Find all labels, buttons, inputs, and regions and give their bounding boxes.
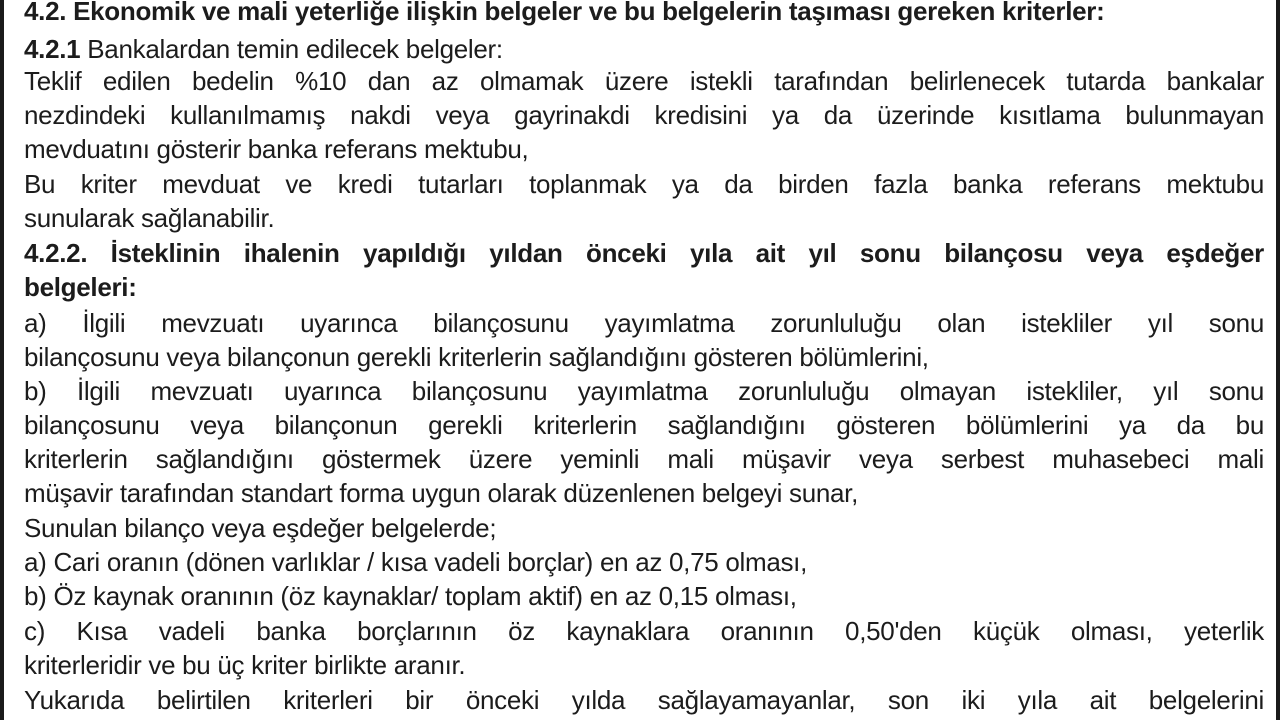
list-item-a: bilançosunu veya bilançonun gerekli kriterlerin sağlandığını gösteren bölümlerini, bbox=[24, 342, 929, 372]
section-4-2-2-heading: 4.2.2. İsteklinin ihalenin yapıldığı yıldan önceki yıla ait yıl sonu bilançosu veya eşdeğer bbox=[24, 238, 1264, 268]
criterion-item: c) Kısa vadeli banka borçlarının öz kaynaklara oranının 0,50'den küçük olması, yeterlik bbox=[24, 616, 1264, 646]
criterion-item: a) Cari oranın (dönen varlıklar / kısa vadeli borçlar) en az 0,75 olması, bbox=[24, 547, 808, 577]
paragraph-line: Teklif edilen bedelin %10 dan az olmamak üzere istekli tarafından belirlenecek tutarda bankalar bbox=[24, 66, 1264, 96]
paragraph-line: nezdindeki kullanılmamış nakdi veya gayrinakdi kredisini ya da üzerinde kısıtlama bulunmayan bbox=[24, 100, 1264, 130]
section-4-2-1-heading bbox=[24, 32, 503, 66]
section-4-2-2-heading: belgeleri: bbox=[24, 272, 137, 302]
paragraph-line: mevduatını gösterir banka referans mektubu, bbox=[24, 134, 529, 164]
list-item-b: b) İlgili mevzuatı uyarınca bilançosunu yayımlatma zorunluluğu olmayan istekliler, yıl sonu bbox=[24, 376, 1264, 406]
paragraph-line: Bu kriter mevduat ve kredi tutarları toplanmak ya da birden fazla banka referans mektubu bbox=[24, 169, 1264, 199]
section-4-2-1-title: Bankalardan temin edilecek belgeler: bbox=[80, 34, 503, 64]
paragraph-line: sunularak sağlanabilir. bbox=[24, 203, 275, 233]
list-item-b: kriterlerin sağlandığını göstermek üzere yeminli mali müşavir veya serbest muhasebeci mali bbox=[24, 444, 1264, 474]
criteria-intro: Sunulan bilanço veya eşdeğer belgelerde; bbox=[24, 513, 497, 543]
criterion-item: b) Öz kaynak oranının (öz kaynaklar/ toplam aktif) en az 0,15 olması, bbox=[24, 581, 797, 611]
list-item-b: müşavir tarafından standart forma uygun olarak düzenlenen belgeyi sunar, bbox=[24, 478, 859, 508]
section-4-2-1-number: 4.2.1 bbox=[24, 34, 81, 64]
list-item-a: a) İlgili mevzuatı uyarınca bilançosunu yayımlatma zorunluluğu olan istekliler yıl sonu bbox=[24, 308, 1264, 338]
criterion-item: kriterleridir ve bu üç kriter birlikte aranır. bbox=[24, 650, 466, 680]
list-item-b: bilançosunu veya bilançonun gerekli kriterlerin sağlandığını gösteren bölümlerini ya da bu bbox=[24, 410, 1264, 440]
section-4-2-heading: 4.2. Ekonomik ve mali yeterliğe ilişkin belgeler ve bu belgelerin taşıması gereken kriterler: bbox=[24, 0, 1105, 26]
closing-paragraph: Yukarıda belirtilen kriterleri bir önceki yılda sağlayamayanlar, son iki yıla ait belgelerini bbox=[24, 685, 1264, 715]
